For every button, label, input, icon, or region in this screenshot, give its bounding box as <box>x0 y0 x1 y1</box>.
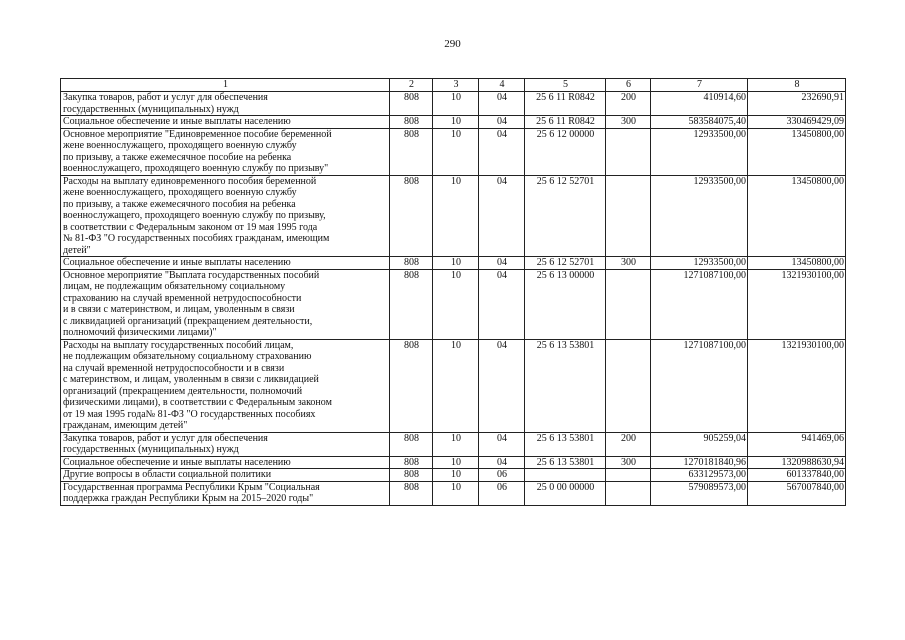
section-code-cell: 10 <box>433 92 479 116</box>
table-row <box>61 257 846 270</box>
item-name-line: по призыву, а также ежемесячное пособие на ребенка <box>63 151 292 163</box>
amount-year-2-cell: 1321930100,00 <box>748 339 846 432</box>
item-name-cell <box>61 432 390 456</box>
amount-year-2-cell: 941469,06 <box>748 432 846 456</box>
item-name-line: государственных (муниципальных) нужд <box>63 444 239 455</box>
item-name-line: физическими лицами), в соответствии с Федеральным законом <box>63 397 332 408</box>
amount-year-2-cell: 13450800,00 <box>748 175 846 257</box>
ministry-code-cell: 808 <box>390 269 433 339</box>
amount-year-2-cell: 13450800,00 <box>748 257 846 270</box>
item-name-line: военнослужащего, проходящего военную службу по призыву" <box>63 163 329 174</box>
expense-type-cell <box>606 469 651 482</box>
item-name-line: государственных (муниципальных) нужд <box>63 103 239 115</box>
section-code-cell: 10 <box>433 269 479 339</box>
column-header: 1 <box>61 79 390 92</box>
item-name-line: с ликвидацией организаций (прекращением деятельности, <box>63 315 313 327</box>
subsection-code-cell: 04 <box>479 339 525 432</box>
target-article-cell: 25 6 11 R0842 <box>525 116 606 129</box>
subsection-code-cell: 06 <box>479 469 525 482</box>
target-article-cell <box>525 469 606 482</box>
ministry-code-cell: 808 <box>390 128 433 175</box>
amount-year-1-cell: 583584075,40 <box>651 116 748 129</box>
amount-year-1-cell: 410914,60 <box>651 92 748 116</box>
column-number-row <box>61 79 846 92</box>
item-name-line: поддержка граждан Республики Крым на 2015–2020 годы" <box>63 493 314 504</box>
amount-year-1-cell: 1271087100,00 <box>651 269 748 339</box>
amount-year-2-cell: 567007840,00 <box>748 481 846 505</box>
item-name-line: № 81-ФЗ "О государственных пособиях гражданам, имеющим <box>63 233 330 244</box>
item-name-cell <box>61 469 390 482</box>
expense-type-cell: 200 <box>606 92 651 116</box>
item-name-cell <box>61 269 390 339</box>
column-header: 3 <box>433 79 479 92</box>
item-name-line: Социальное обеспечение и иные выплаты населению <box>63 456 291 468</box>
amount-year-1-cell: 1271087100,00 <box>651 339 748 432</box>
item-name-cell <box>61 92 390 116</box>
subsection-code-cell: 04 <box>479 175 525 257</box>
ministry-code-cell: 808 <box>390 456 433 469</box>
budget-table <box>60 78 846 506</box>
item-name-line: Социальное обеспечение и иные выплаты населению <box>63 116 291 127</box>
subsection-code-cell: 04 <box>479 128 525 175</box>
item-name-cell <box>61 481 390 505</box>
ministry-code-cell: 808 <box>390 481 433 505</box>
section-code-cell: 10 <box>433 456 479 469</box>
table-row <box>61 469 846 482</box>
subsection-code-cell: 04 <box>479 92 525 116</box>
expense-type-cell <box>606 175 651 257</box>
target-article-cell: 25 6 12 00000 <box>525 128 606 175</box>
ministry-code-cell: 808 <box>390 432 433 456</box>
amount-year-2-cell: 1321930100,00 <box>748 269 846 339</box>
column-header: 8 <box>748 79 846 92</box>
column-header: 5 <box>525 79 606 92</box>
item-name-cell <box>61 116 390 129</box>
table-row <box>61 269 846 339</box>
amount-year-1-cell: 633129573,00 <box>651 469 748 482</box>
amount-year-1-cell: 12933500,00 <box>651 175 748 257</box>
ministry-code-cell: 808 <box>390 339 433 432</box>
subsection-code-cell: 04 <box>479 257 525 270</box>
subsection-code-cell: 04 <box>479 116 525 129</box>
column-header: 6 <box>606 79 651 92</box>
item-name-line: Другие вопросы в области социальной политики <box>63 469 272 480</box>
table-row <box>61 456 846 469</box>
item-name-line: Расходы на выплату государственных пособий лицам, <box>63 339 294 351</box>
expense-type-cell <box>606 481 651 505</box>
ministry-code-cell: 808 <box>390 175 433 257</box>
item-name-line: и в связи с материнством, и лицам, уволенным в связи <box>63 304 295 315</box>
expense-type-cell: 300 <box>606 456 651 469</box>
ministry-code-cell: 808 <box>390 257 433 270</box>
table-row <box>61 432 846 456</box>
section-code-cell: 10 <box>433 257 479 270</box>
amount-year-1-cell: 1270181840,96 <box>651 456 748 469</box>
section-code-cell: 10 <box>433 116 479 129</box>
subsection-code-cell: 06 <box>479 481 525 505</box>
column-header: 4 <box>479 79 525 92</box>
table-row <box>61 175 846 257</box>
table-row <box>61 339 846 432</box>
item-name-line: Социальное обеспечение и иные выплаты населению <box>63 257 291 268</box>
section-code-cell: 10 <box>433 128 479 175</box>
expense-type-cell: 200 <box>606 432 651 456</box>
item-name-line: жене военнослужащего, проходящего военную службу <box>63 140 297 151</box>
item-name-line: по призыву, а также ежемесячного пособия на ребенка <box>63 198 296 210</box>
amount-year-1-cell: 12933500,00 <box>651 128 748 175</box>
column-header: 7 <box>651 79 748 92</box>
item-name-cell <box>61 128 390 175</box>
item-name-line: Основное мероприятие "Единовременное пособие беременной <box>63 128 332 140</box>
column-header: 2 <box>390 79 433 92</box>
item-name-line: на случай временной нетрудоспособности и в связи <box>63 362 285 374</box>
expense-type-cell <box>606 339 651 432</box>
target-article-cell: 25 0 00 00000 <box>525 481 606 505</box>
target-article-cell: 25 6 12 52701 <box>525 175 606 257</box>
amount-year-2-cell: 330469429,09 <box>748 116 846 129</box>
item-name-line: организаций (прекращением деятельности, полномочий <box>63 385 303 397</box>
item-name-line: в соответствии с Федеральным законом от 19 мая 1995 года <box>63 221 318 233</box>
amount-year-2-cell: 232690,91 <box>748 92 846 116</box>
subsection-code-cell: 04 <box>479 432 525 456</box>
amount-year-2-cell: 601337840,00 <box>748 469 846 482</box>
section-code-cell: 10 <box>433 175 479 257</box>
target-article-cell: 25 6 13 53801 <box>525 456 606 469</box>
amount-year-1-cell: 579089573,00 <box>651 481 748 505</box>
section-code-cell: 10 <box>433 339 479 432</box>
item-name-line: с материнством, и лицам, уволенным в связи с ликвидацией <box>63 374 319 385</box>
item-name-cell <box>61 175 390 257</box>
item-name-line: Основное мероприятие "Выплата государственных пособий <box>63 269 320 281</box>
item-name-cell <box>61 456 390 469</box>
amount-year-2-cell: 13450800,00 <box>748 128 846 175</box>
target-article-cell: 25 6 13 00000 <box>525 269 606 339</box>
item-name-line: Закупка товаров, работ и услуг для обеспечения <box>63 432 268 444</box>
item-name-line: жене военнослужащего, проходящего военную службу <box>63 187 297 198</box>
amount-year-1-cell: 12933500,00 <box>651 257 748 270</box>
item-name-line: Закупка товаров, работ и услуг для обеспечения <box>63 92 268 103</box>
item-name-line: Государственная программа Республики Крым "Социальная <box>63 481 320 493</box>
subsection-code-cell: 04 <box>479 456 525 469</box>
target-article-cell: 25 6 11 R0842 <box>525 92 606 116</box>
page-number: 290 <box>444 38 461 50</box>
expense-type-cell <box>606 128 651 175</box>
section-code-cell: 10 <box>433 469 479 482</box>
section-code-cell: 10 <box>433 481 479 505</box>
table-row <box>61 481 846 505</box>
item-name-line: Расходы на выплату единовременного пособия беременной <box>63 175 317 187</box>
item-name-line: страхованию на случай временной нетрудоспособности <box>63 292 302 304</box>
section-code-cell: 10 <box>433 432 479 456</box>
amount-year-2-cell: 1320988630,94 <box>748 456 846 469</box>
item-name-line: гражданам, имеющим детей" <box>63 420 188 431</box>
ministry-code-cell: 808 <box>390 116 433 129</box>
ministry-code-cell: 808 <box>390 92 433 116</box>
table-row <box>61 128 846 175</box>
expense-type-cell: 300 <box>606 257 651 270</box>
amount-year-1-cell: 905259,04 <box>651 432 748 456</box>
item-name-cell <box>61 257 390 270</box>
item-name-line: от 19 мая 1995 года№ 81-ФЗ "О государственных пособиях <box>63 408 316 420</box>
expense-type-cell <box>606 269 651 339</box>
target-article-cell: 25 6 13 53801 <box>525 339 606 432</box>
expense-type-cell: 300 <box>606 116 651 129</box>
target-article-cell: 25 6 12 52701 <box>525 257 606 270</box>
item-name-line: не подлежащим обязательному социальному страхованию <box>63 351 312 362</box>
item-name-line: лицам, не подлежащим обязательному социальному <box>63 281 286 292</box>
subsection-code-cell: 04 <box>479 269 525 339</box>
item-name-line: детей" <box>63 244 91 256</box>
item-name-cell <box>61 339 390 432</box>
item-name-line: военнослужащего, проходящего военную службу по призыву, <box>63 210 326 221</box>
item-name-line: полномочий физическими лицами)" <box>63 327 217 338</box>
ministry-code-cell: 808 <box>390 469 433 482</box>
target-article-cell: 25 6 13 53801 <box>525 432 606 456</box>
table-row <box>61 116 846 129</box>
table-row <box>61 92 846 116</box>
